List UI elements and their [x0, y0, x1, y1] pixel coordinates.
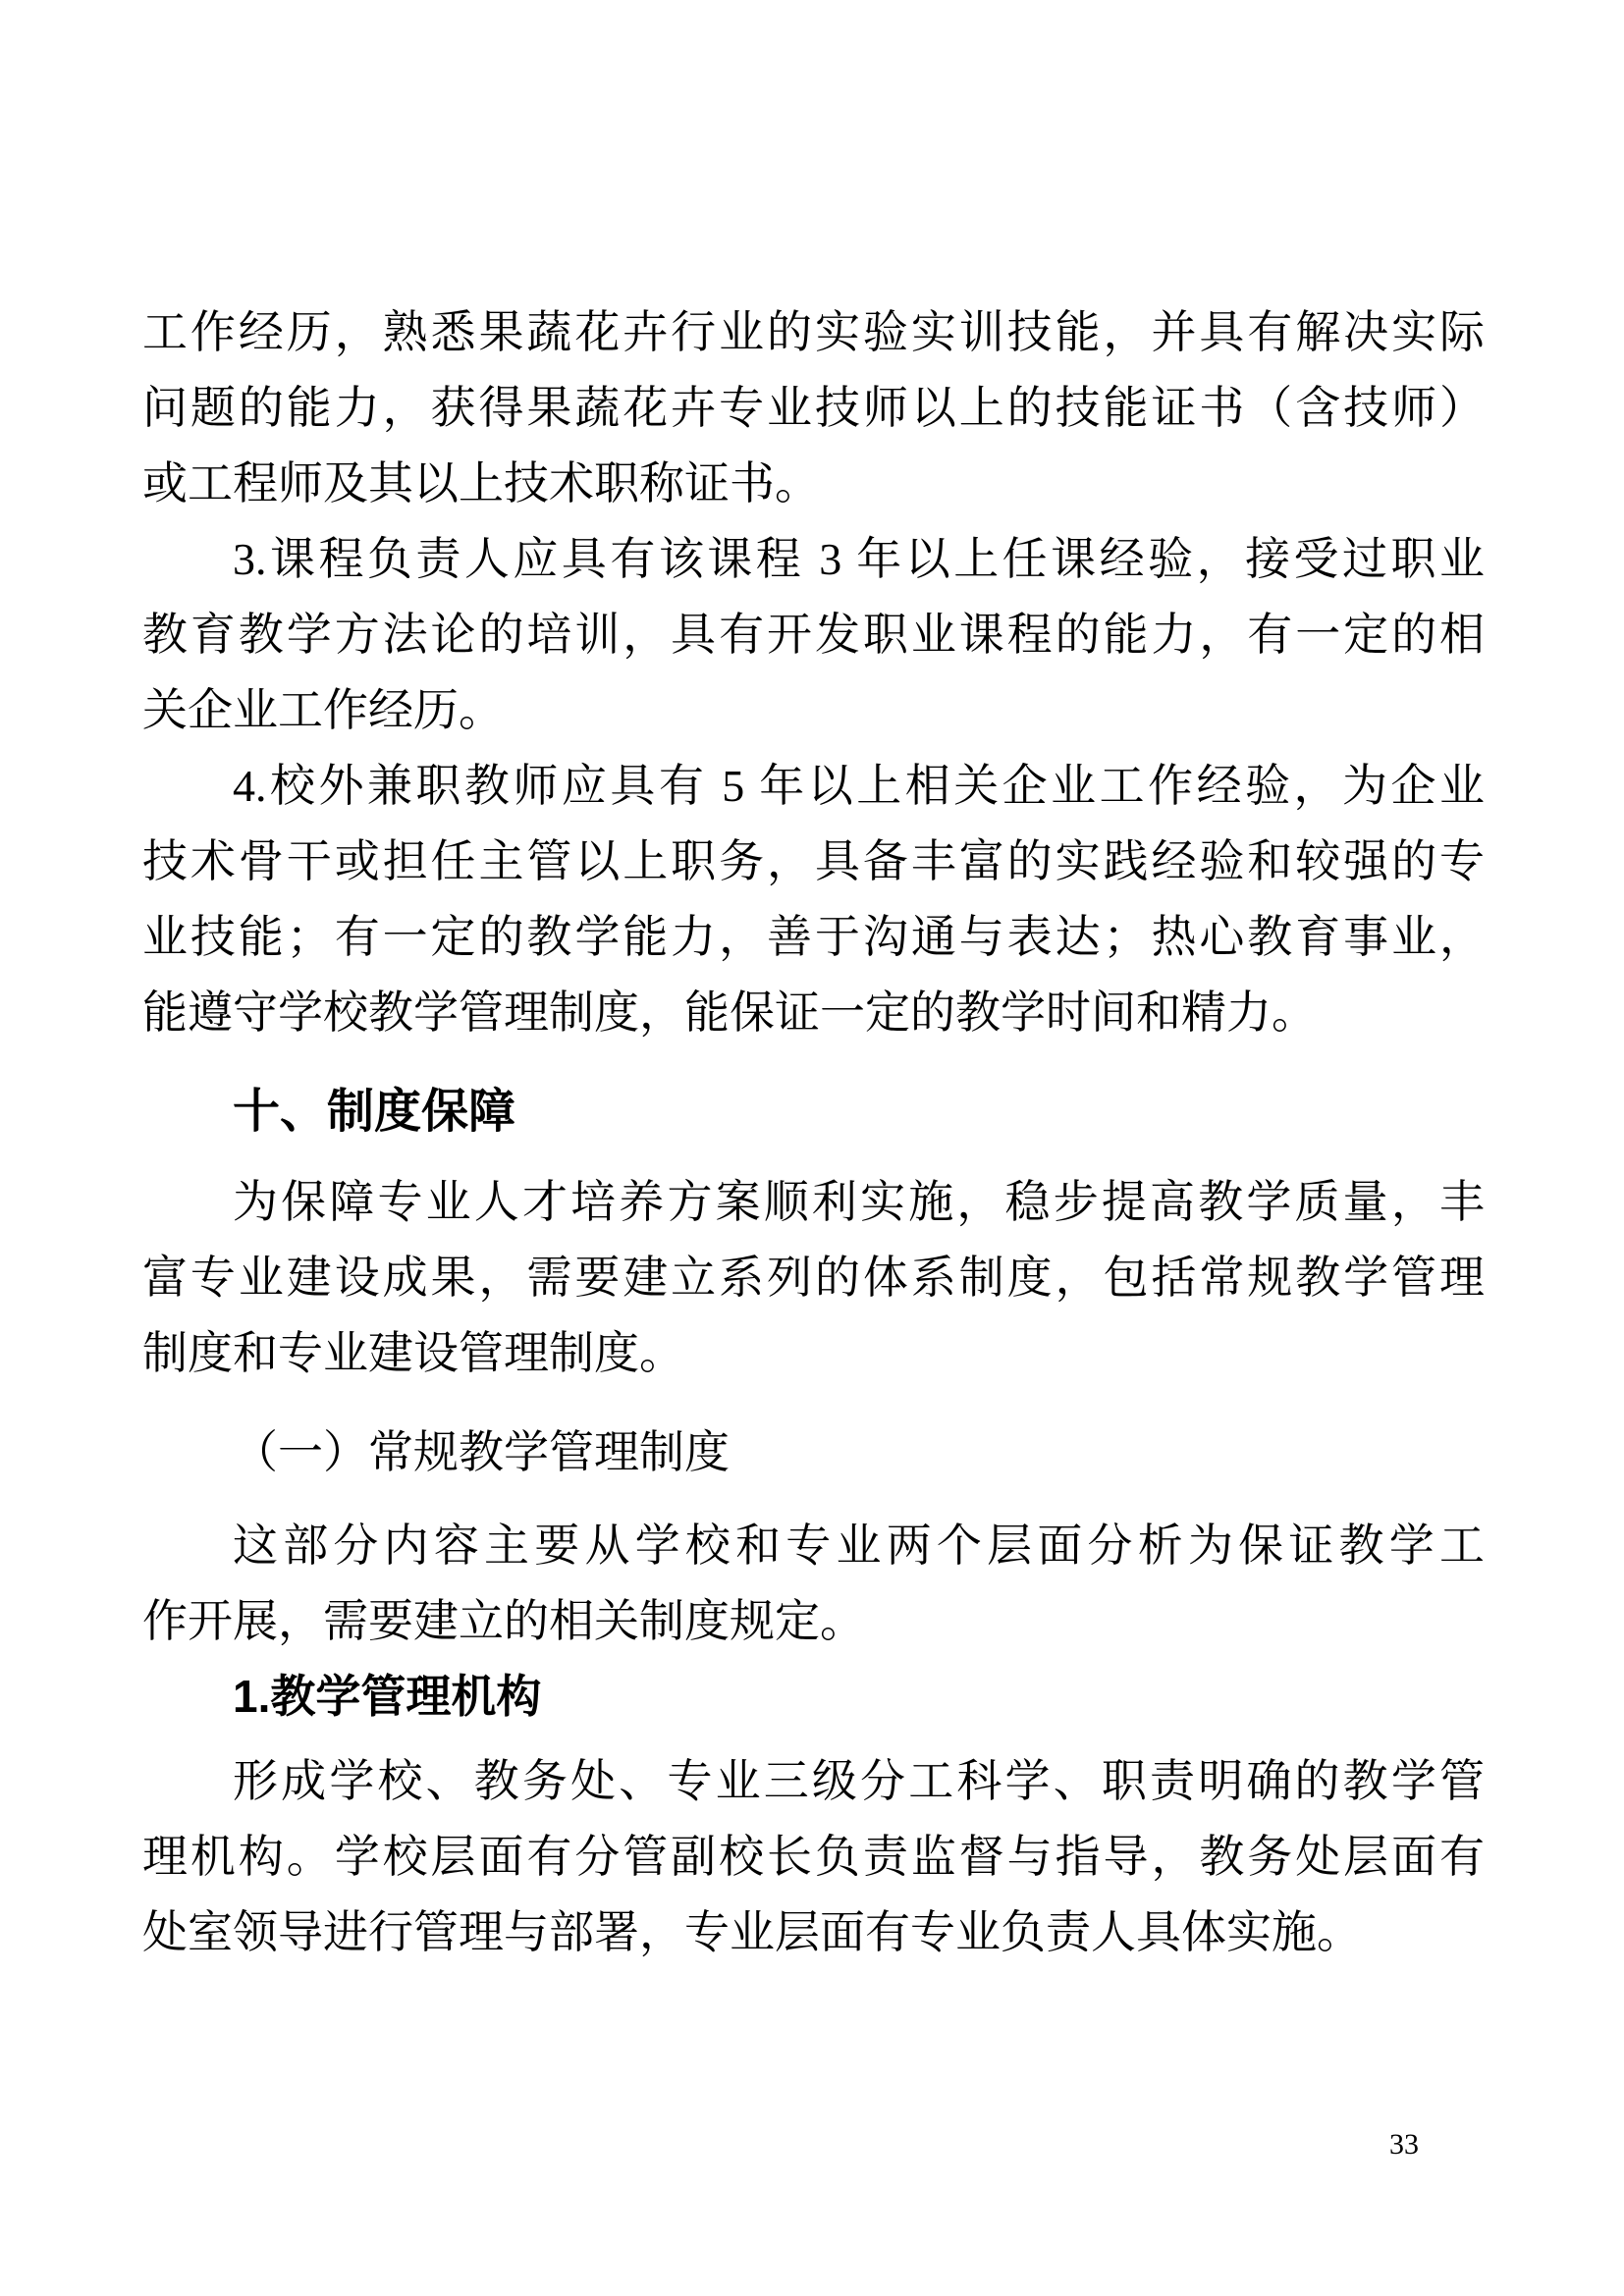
heading-system-guarantee: 十、制度保障: [233, 1086, 516, 1138]
text-line: 问题的能力，获得果蔬花卉专业技师以上的技能证书（含技师）: [142, 383, 1485, 433]
paragraph-teacher-req-continuation: [142, 294, 1485, 521]
paragraph-regular-management-intro: [142, 1508, 1485, 1659]
text-line: 工作经历，熟悉果蔬花卉行业的实验实训技能，并具有解决实际: [142, 307, 1485, 357]
text-line: 作开展，需要建立的相关制度规定。: [142, 1596, 865, 1646]
page-number: 33: [1389, 2128, 1419, 2161]
text-line: 或工程师及其以上技术职称证书。: [142, 458, 820, 508]
text-line: 关企业工作经历。: [142, 685, 504, 735]
text-line: 理机构。学校层面有分管副校长负责监督与指导，教务处层面有: [142, 1832, 1485, 1882]
paragraph-guarantee-intro: [142, 1164, 1485, 1391]
text-line: 制度和专业建设管理制度。: [142, 1328, 684, 1378]
text-line: 处室领导进行管理与部署，专业层面有专业负责人具体实施。: [142, 1907, 1362, 1957]
text-line: 业技能；有一定的教学能力，善于沟通与表达；热心教育事业，: [142, 912, 1485, 962]
text-line: 技术骨干或担任主管以上职务，具备丰富的实践经验和较强的专: [142, 836, 1485, 886]
heading-regular-teaching-management: （一）常规教学管理制度: [233, 1427, 730, 1477]
text-line: 4.校外兼职教师应具有 5 年以上相关企业工作经验，为企业: [233, 761, 1485, 811]
text-line: 形成学校、教务处、专业三级分工科学、职责明确的教学管: [233, 1756, 1485, 1806]
text-line: 3.课程负责人应具有该课程 3 年以上任课经验，接受过职业: [233, 534, 1485, 584]
text-line: 教育教学方法论的培训，具有开发职业课程的能力，有一定的相: [142, 610, 1485, 660]
paragraph-management-org-detail: [142, 1743, 1485, 1970]
paragraph-course-leader-req: [142, 521, 1485, 748]
text-line: 能遵守学校教学管理制度，能保证一定的教学时间和精力。: [142, 988, 1317, 1038]
paragraph-parttime-teacher-req: [142, 748, 1485, 1050]
text-line: 富专业建设成果，需要建立系列的体系制度，包括常规教学管理: [142, 1253, 1485, 1303]
text-line: 这部分内容主要从学校和专业两个层面分析为保证教学工: [233, 1521, 1485, 1571]
heading-teaching-management-org: 1.教学管理机构: [233, 1671, 542, 1722]
document-content: [142, 294, 1485, 1970]
text-line: 为保障专业人才培养方案顺利实施，稳步提高教学质量，丰: [233, 1177, 1485, 1227]
